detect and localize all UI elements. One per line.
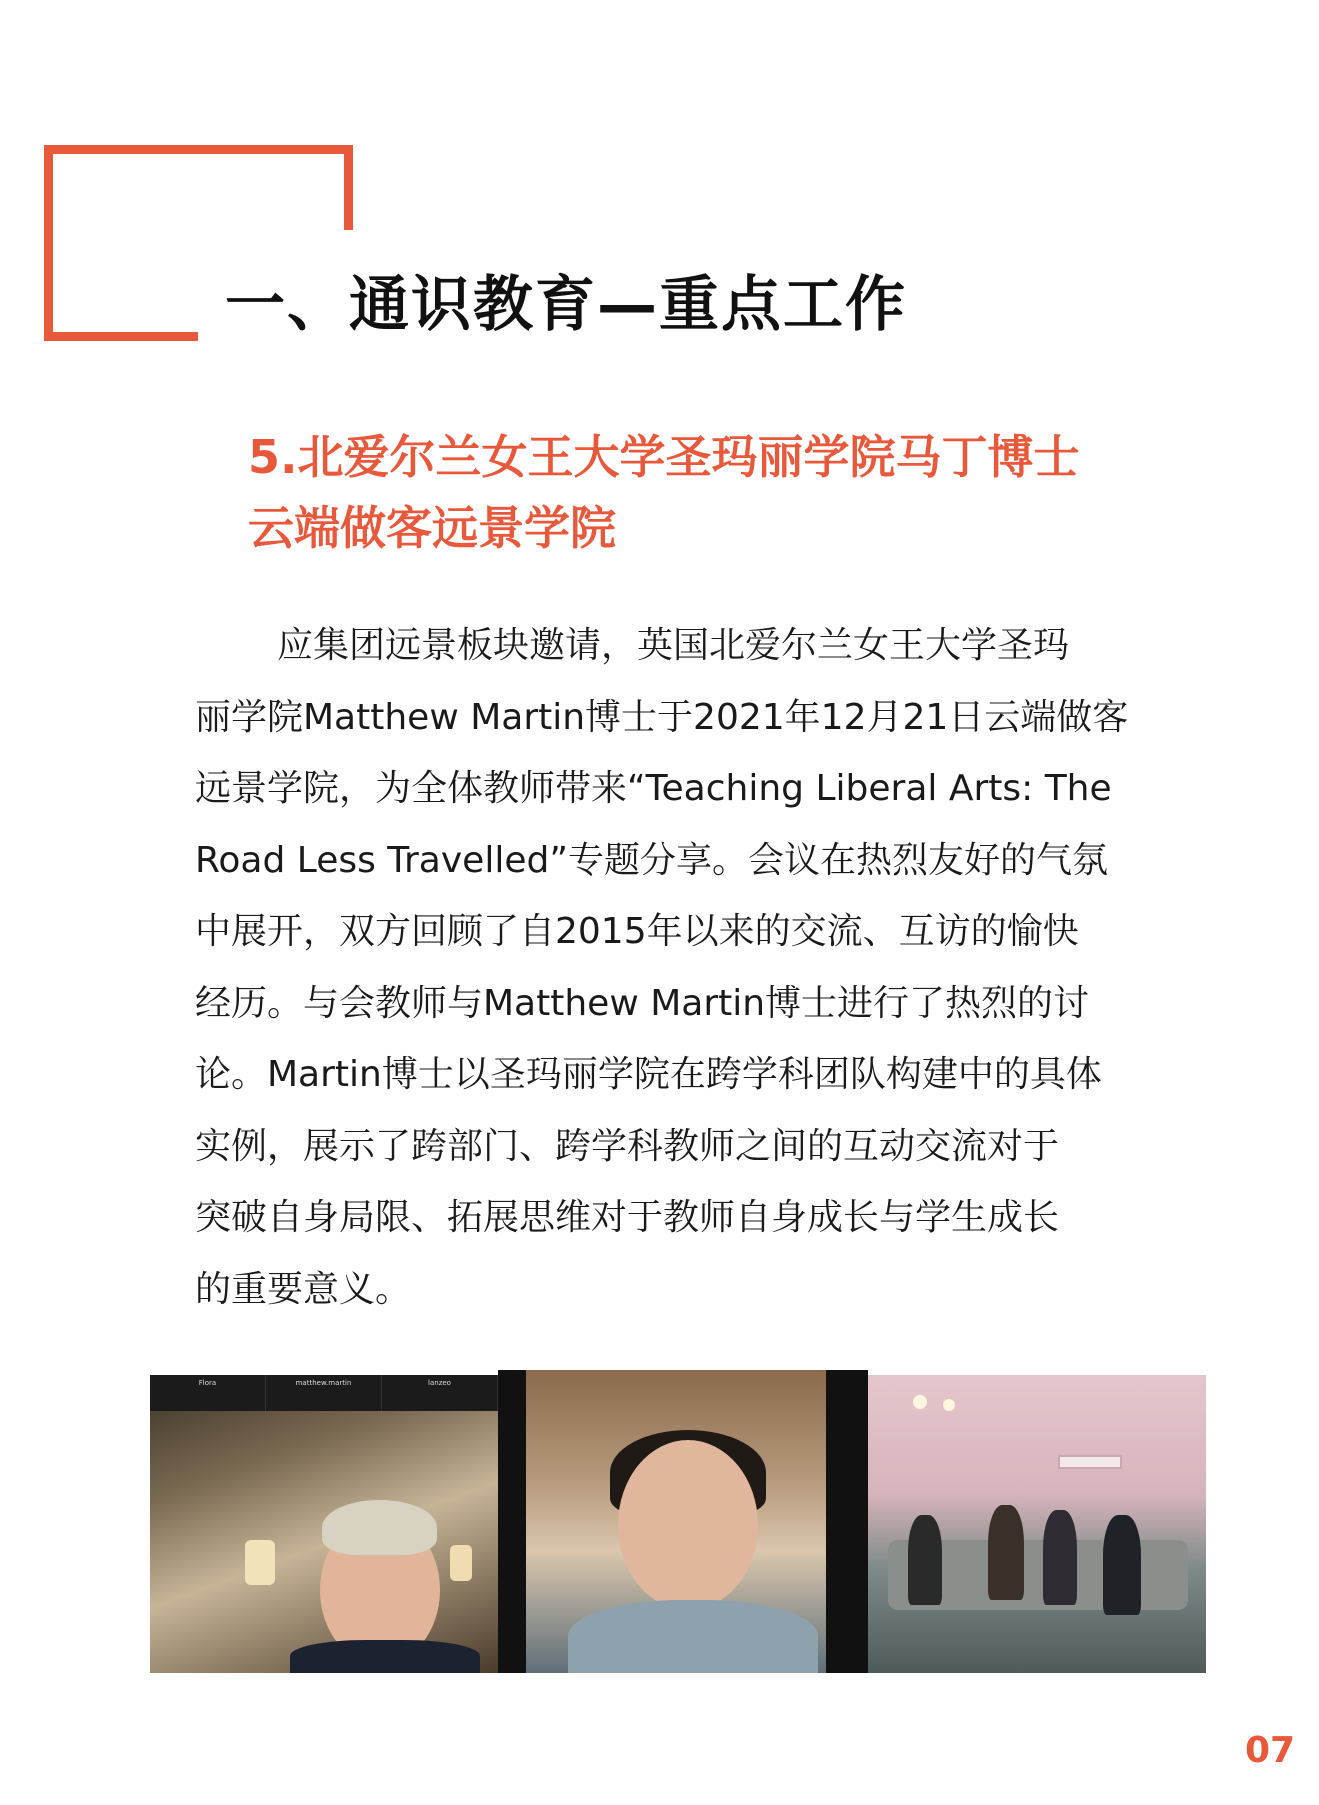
audience-member-shape: [1103, 1515, 1141, 1615]
photo-video-call-speaker: [150, 1375, 498, 1673]
audience-member-shape: [908, 1515, 942, 1605]
body-line: 应集团远景板块邀请，英国北爱尔兰女王大学圣玛: [277, 625, 1070, 666]
participant-tile: matthew.martin: [266, 1375, 382, 1411]
photo-meeting-room-audience: [868, 1375, 1206, 1673]
body-line: 论。Martin博士以圣玛丽学院在跨学科团队构建中的具体: [195, 1054, 1102, 1095]
decorative-bracket-right: [344, 145, 353, 230]
audience-member-shape: [1043, 1510, 1077, 1605]
body-line: 丽学院Matthew Martin博士于2021年12月21日云端做客: [195, 696, 1129, 738]
lamp-shape: [245, 1540, 275, 1585]
ceiling-light-shape: [913, 1395, 927, 1409]
video-call-participant-bar: [150, 1375, 498, 1411]
body-line: 的重要意义。: [195, 1268, 412, 1310]
decorative-bracket-left: [44, 145, 53, 341]
article-heading-line: 云端做客远景学院: [248, 501, 616, 555]
article-body: [195, 610, 1165, 1325]
audience-member-shape: [988, 1505, 1024, 1600]
ceiling-light-shape: [943, 1399, 955, 1411]
body-line: 突破自身局限、拓展思维对于教师自身成长与学生成长: [195, 1197, 1060, 1238]
decorative-bracket-top: [44, 145, 353, 154]
wall-frame-shape: [1058, 1455, 1122, 1469]
video-frame-edge: [826, 1370, 868, 1673]
body-line: 实例，展示了跨部门、跨学科教师之间的互动交流对于: [195, 1125, 1060, 1167]
section-title: 一、通识教育—重点工作: [225, 270, 907, 340]
article-heading: [248, 422, 1168, 564]
article-heading-line: 5.北爱尔兰女王大学圣玛丽学院马丁博士: [248, 430, 1080, 484]
body-line: 远景学院，为全体教师带来“Teaching Liberal Arts: The: [195, 768, 1112, 809]
video-frame-edge: [498, 1370, 526, 1673]
person-hair-shape: [322, 1500, 437, 1555]
person-head-shape: [618, 1440, 758, 1610]
page-number: 07: [1245, 1730, 1296, 1771]
body-line: Road Less Travelled”专题分享。会议在热烈友好的气氛: [195, 839, 1108, 881]
photo-video-call-teacher: [498, 1370, 868, 1673]
person-body-shape: [290, 1640, 480, 1673]
lamp-shape: [450, 1545, 472, 1581]
body-line: 中展开，双方回顾了自2015年以来的交流、互访的愉快: [195, 911, 1079, 952]
participant-tile: lanzeo: [382, 1375, 498, 1411]
participant-tile: Flora: [150, 1375, 266, 1411]
body-line: 经历。与会教师与Matthew Martin博士进行了热烈的讨: [195, 982, 1090, 1024]
decorative-bracket-bottom: [44, 332, 198, 341]
person-body-shape: [568, 1600, 818, 1673]
